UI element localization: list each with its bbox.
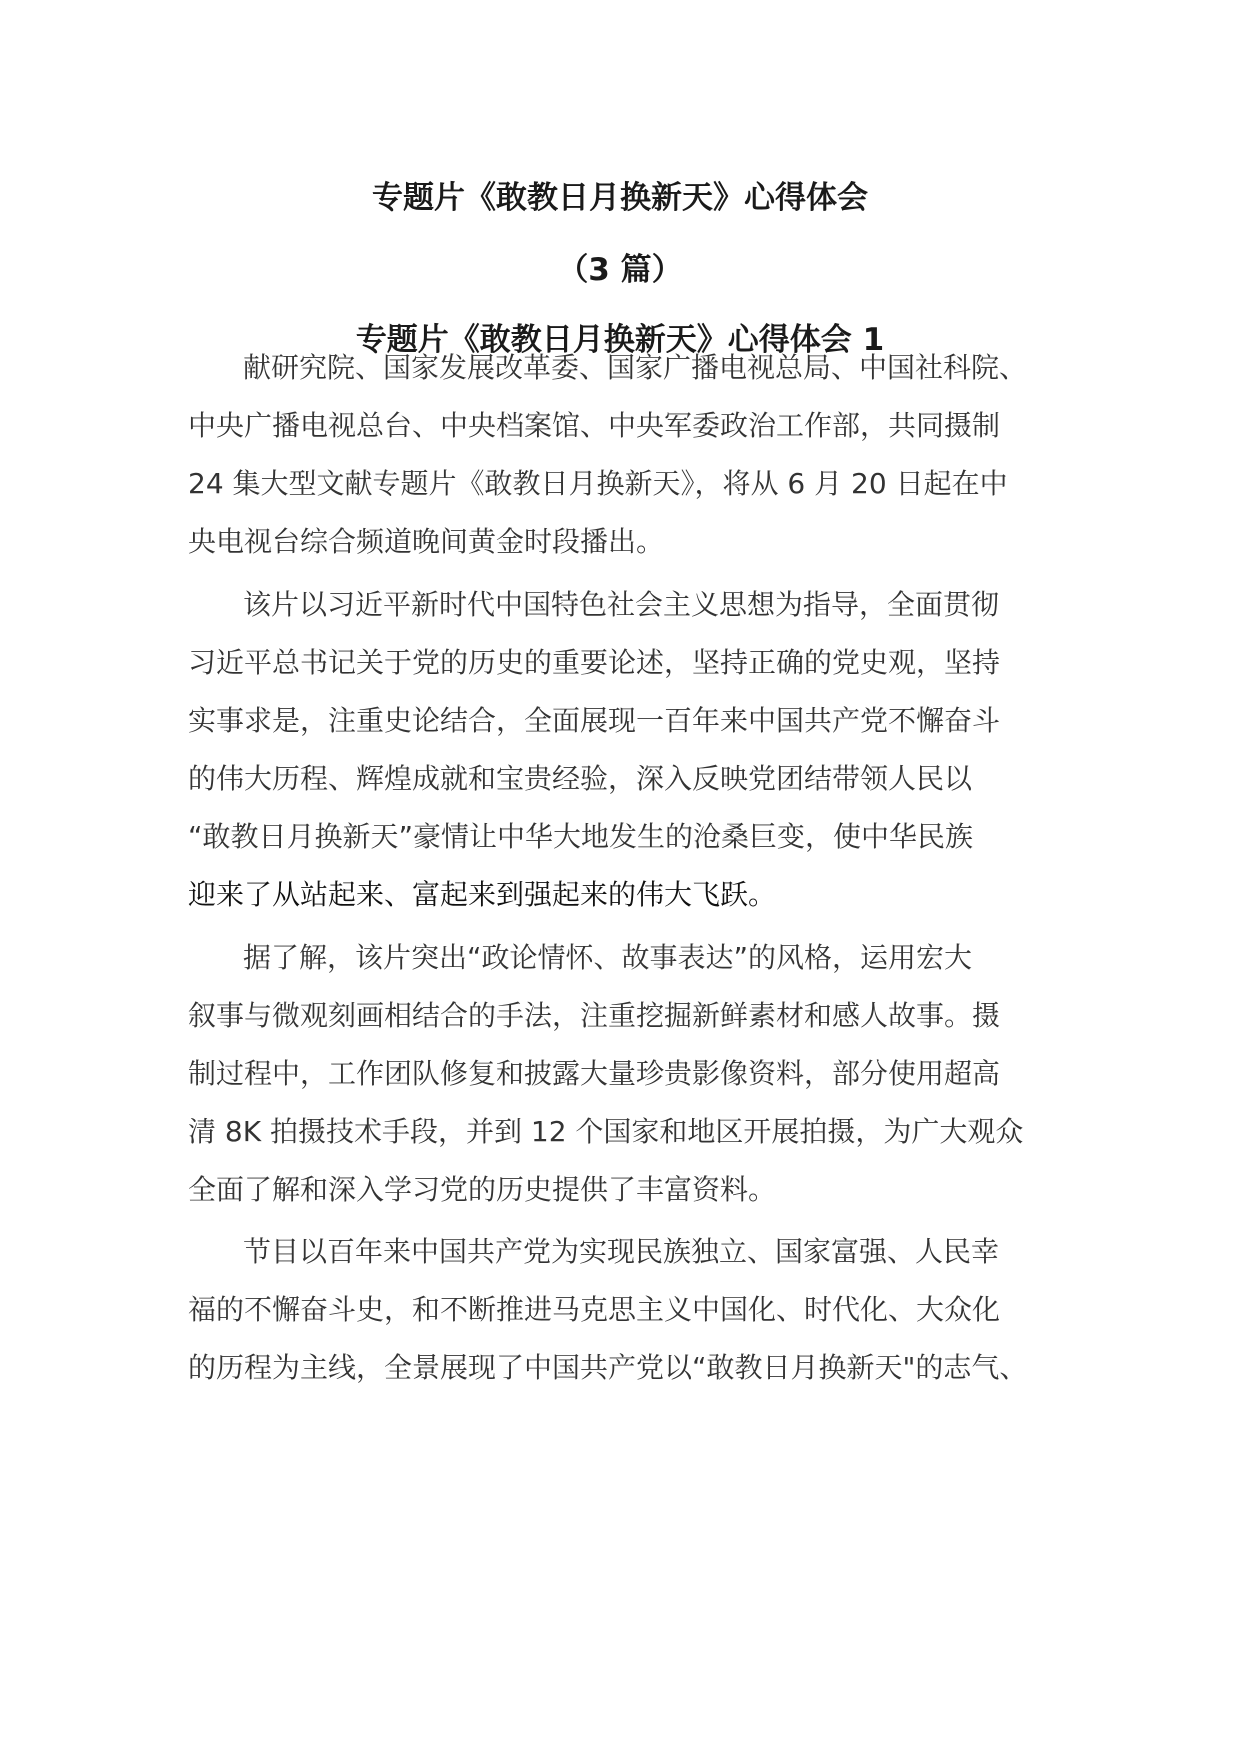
paragraph-line: 的伟大历程、辉煌成就和宝贵经验，深入反映党团结带领人民以 — [188, 762, 973, 795]
paragraph-line: 福的不懈奋斗史，和不断推进马克思主义中国化、时代化、大众化 — [188, 1293, 1001, 1326]
paragraph-line: 中央广播电视总台、中央档案馆、中央军委政治工作部，共同摄制 — [188, 409, 1001, 442]
paragraph-line: 全面了解和深入学习党的历史提供了丰富资料。 — [188, 1173, 777, 1206]
paragraph-line: 习近平总书记关于党的历史的重要论述，坚持正确的党史观，坚持 — [188, 646, 1001, 679]
paragraph-line: 节目以百年来中国共产党为实现民族独立、国家富强、人民幸 — [243, 1235, 1000, 1268]
paragraph-line: 制过程中，工作团队修复和披露大量珍贵影像资料，部分使用超高 — [188, 1057, 1001, 1090]
paragraph-line: 实事求是，注重史论结合，全面展现一百年来中国共产党不懈奋斗 — [188, 704, 1001, 737]
section-title: 专题片《敢教日月换新天》心得体会 1 — [355, 322, 885, 358]
paragraph-line: 该片以习近平新时代中国特色社会主义思想为指导，全面贯彻 — [243, 588, 1000, 621]
paragraph-line: 迎来了从站起来、富起来到强起来的伟大飞跃。 — [188, 878, 777, 911]
paragraph-line: 24 集大型文献专题片《敢教日月换新天》，将从 6 月 20 日起在中 — [188, 467, 1008, 500]
paragraph-line: 献研究院、国家发展改革委、国家广播电视总局、中国社科院、 — [243, 351, 1028, 384]
document-title: 专题片《敢教日月换新天》心得体会 — [372, 180, 868, 216]
paragraph-line: 的历程为主线，全景展现了中国共产党以“敢教日月换新天"的志气、 — [188, 1351, 1028, 1384]
paragraph-line: 清 8K 拍摄技术手段，并到 12 个国家和地区开展拍摄，为广大观众 — [188, 1115, 1024, 1148]
paragraph-line: 据了解，该片突出“政论情怀、故事表达”的风格，运用宏大 — [243, 941, 973, 974]
paragraph-line: “敢教日月换新天”豪情让中华大地发生的沧桑巨变，使中华民族 — [188, 820, 974, 853]
document-subtitle-count: （3 篇） — [557, 252, 683, 288]
paragraph-line: 央电视台综合频道晚间黄金时段播出。 — [188, 525, 665, 558]
paragraph-line: 叙事与微观刻画相结合的手法，注重挖掘新鲜素材和感人故事。摄 — [188, 999, 1001, 1032]
